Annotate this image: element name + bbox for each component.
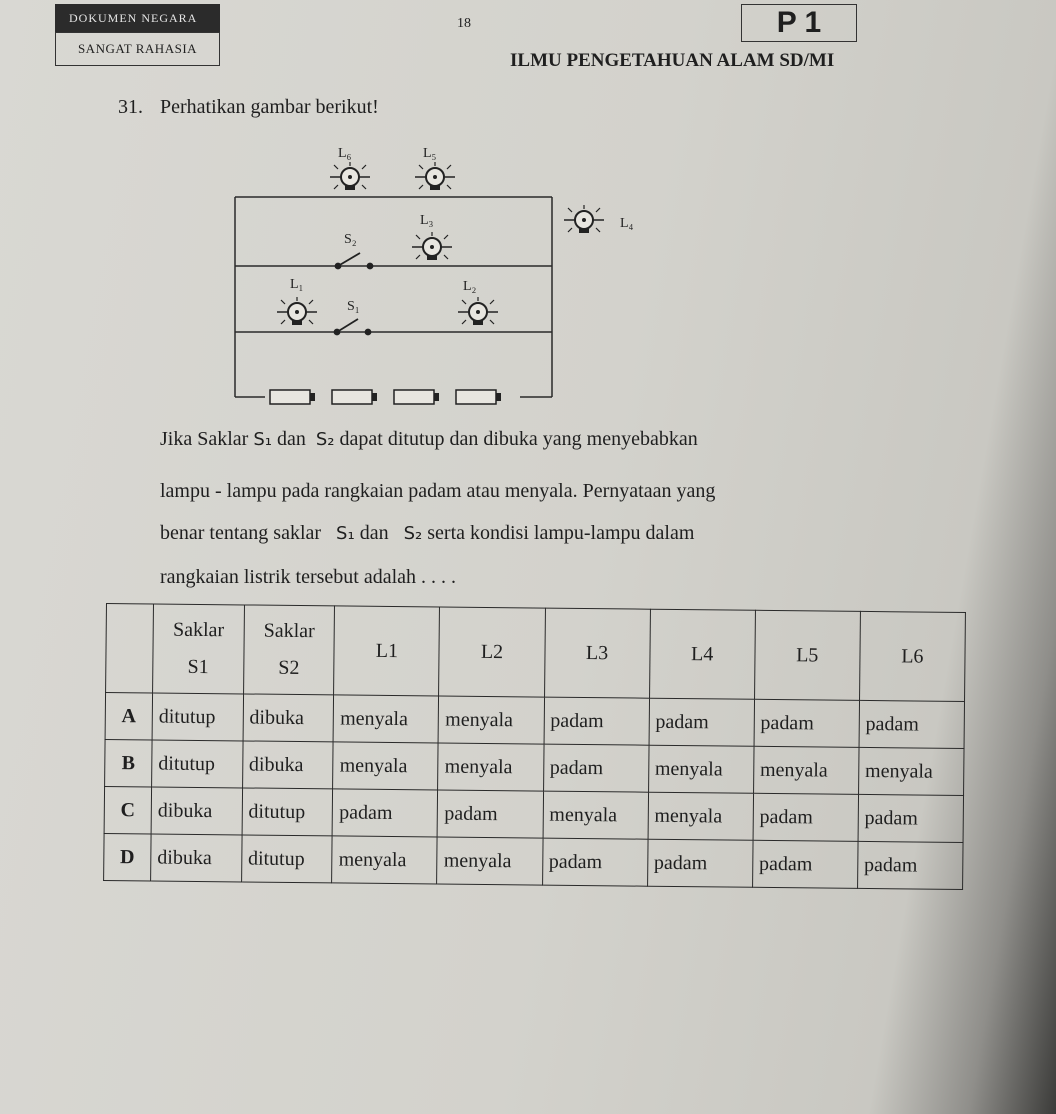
- cell-l5: padam: [753, 793, 859, 841]
- table-header-l6: L6: [859, 611, 965, 701]
- q-text: serta kondisi lampu-lampu dalam: [427, 522, 695, 544]
- secret-label-box: [55, 32, 220, 66]
- subject-title: ILMU PENGETAHUAN ALAM SD/MI: [510, 50, 835, 71]
- cell-l6: padam: [859, 700, 965, 748]
- s2-symbol: S₂: [403, 523, 423, 544]
- cell-l5: menyala: [753, 746, 859, 794]
- cell-l5: padam: [754, 699, 860, 747]
- doc-label-box: [55, 4, 220, 32]
- table-header-l2: L2: [439, 607, 545, 697]
- circuit-wires: [235, 197, 552, 397]
- question-number: 31.: [118, 96, 143, 118]
- option-letter: D: [104, 833, 151, 880]
- q-text: dan: [276, 428, 306, 450]
- table-header-l3: L3: [544, 608, 650, 698]
- option-letter: A: [105, 693, 152, 740]
- cell-l3: padam: [543, 744, 649, 792]
- question-line-1: [160, 428, 698, 451]
- table-header-option: [106, 604, 154, 693]
- bulb-l2-icon: [458, 297, 498, 325]
- cell-l1: menyala: [333, 742, 439, 790]
- q-text: dan: [359, 522, 389, 544]
- cell-l3: menyala: [543, 791, 649, 839]
- s1-symbol: S₁: [253, 429, 272, 450]
- question-line-3: [160, 522, 694, 545]
- label-l3: L₃: [420, 213, 434, 228]
- cell-l1: padam: [332, 789, 438, 837]
- answer-table: [103, 603, 966, 890]
- cell-s2: ditutup: [241, 835, 332, 883]
- label-s2: S₂: [344, 232, 357, 247]
- cell-s2: dibuka: [242, 741, 333, 789]
- doc-label: DOKUMEN NEGARA: [69, 10, 198, 25]
- packet-code: P 1: [741, 4, 857, 42]
- cell-l6: padam: [858, 794, 964, 842]
- cell-l3: padam: [544, 697, 650, 745]
- s2-symbol: S₂: [315, 429, 335, 450]
- header-text: S1: [187, 655, 209, 679]
- label-l2: L₂: [463, 279, 477, 294]
- label-l5: L₅: [423, 146, 437, 161]
- bulb-l4-icon: [564, 205, 604, 233]
- question-line-2: lampu - lampu pada rangkaian padam atau menyala. Pernyataan yang: [160, 480, 716, 502]
- table-row: [104, 833, 963, 889]
- label-l4: L₄: [620, 216, 634, 231]
- table-header-s1: [153, 604, 245, 694]
- option-letter: B: [105, 739, 152, 786]
- cell-l4: padam: [647, 839, 753, 887]
- question-line-4: rangkaian listrik tersebut adalah . . . .: [160, 566, 457, 588]
- cell-l1: menyala: [333, 695, 439, 743]
- secret-label: SANGAT RAHASIA: [77, 41, 198, 56]
- battery-icon: [270, 390, 501, 404]
- question-title: Perhatikan gambar berikut!: [160, 96, 379, 118]
- cell-l2: padam: [438, 790, 544, 838]
- table-header-l4: L4: [649, 609, 755, 699]
- s1-symbol: S₁: [336, 523, 355, 544]
- bulb-l6-icon: [330, 162, 370, 190]
- cell-l4: padam: [649, 698, 755, 746]
- cell-l2: menyala: [438, 696, 544, 744]
- label-l1: L₁: [290, 277, 304, 292]
- cell-l6: menyala: [858, 747, 964, 795]
- table-header-l5: L5: [754, 610, 860, 700]
- table-header-row: [106, 604, 966, 702]
- option-letter: C: [104, 786, 151, 833]
- cell-l6: padam: [857, 841, 963, 889]
- q-text: dapat ditutup dan dibuka yang menyebabkan: [339, 428, 698, 450]
- header-text: Saklar: [263, 619, 315, 643]
- cell-l4: menyala: [648, 745, 754, 793]
- page-number: 18: [457, 16, 471, 31]
- label-s1: S₁: [347, 299, 360, 314]
- table-header-s2: [243, 605, 335, 695]
- cell-s2: dibuka: [243, 694, 334, 742]
- circuit-diagram: [220, 135, 680, 415]
- q-text: Jika Saklar: [160, 428, 249, 450]
- cell-l2: menyala: [437, 837, 543, 885]
- cell-l2: menyala: [438, 743, 544, 791]
- cell-s2: ditutup: [242, 788, 333, 836]
- cell-l4: menyala: [648, 792, 754, 840]
- label-l6: L₆: [338, 146, 352, 161]
- cell-l5: padam: [752, 840, 858, 888]
- cell-s1: ditutup: [152, 693, 243, 741]
- bulb-l1-icon: [277, 297, 317, 325]
- cell-s1: dibuka: [151, 787, 242, 835]
- cell-s1: ditutup: [152, 740, 243, 788]
- bulb-l3-icon: [412, 232, 452, 260]
- header-text: S2: [278, 656, 300, 680]
- cell-l3: padam: [542, 838, 648, 886]
- cell-l1: menyala: [332, 836, 438, 884]
- cell-s1: dibuka: [151, 834, 242, 882]
- q-text: benar tentang saklar: [160, 522, 322, 544]
- table-header-l1: L1: [334, 606, 440, 696]
- header-text: Saklar: [172, 618, 225, 642]
- bulb-l5-icon: [415, 162, 455, 190]
